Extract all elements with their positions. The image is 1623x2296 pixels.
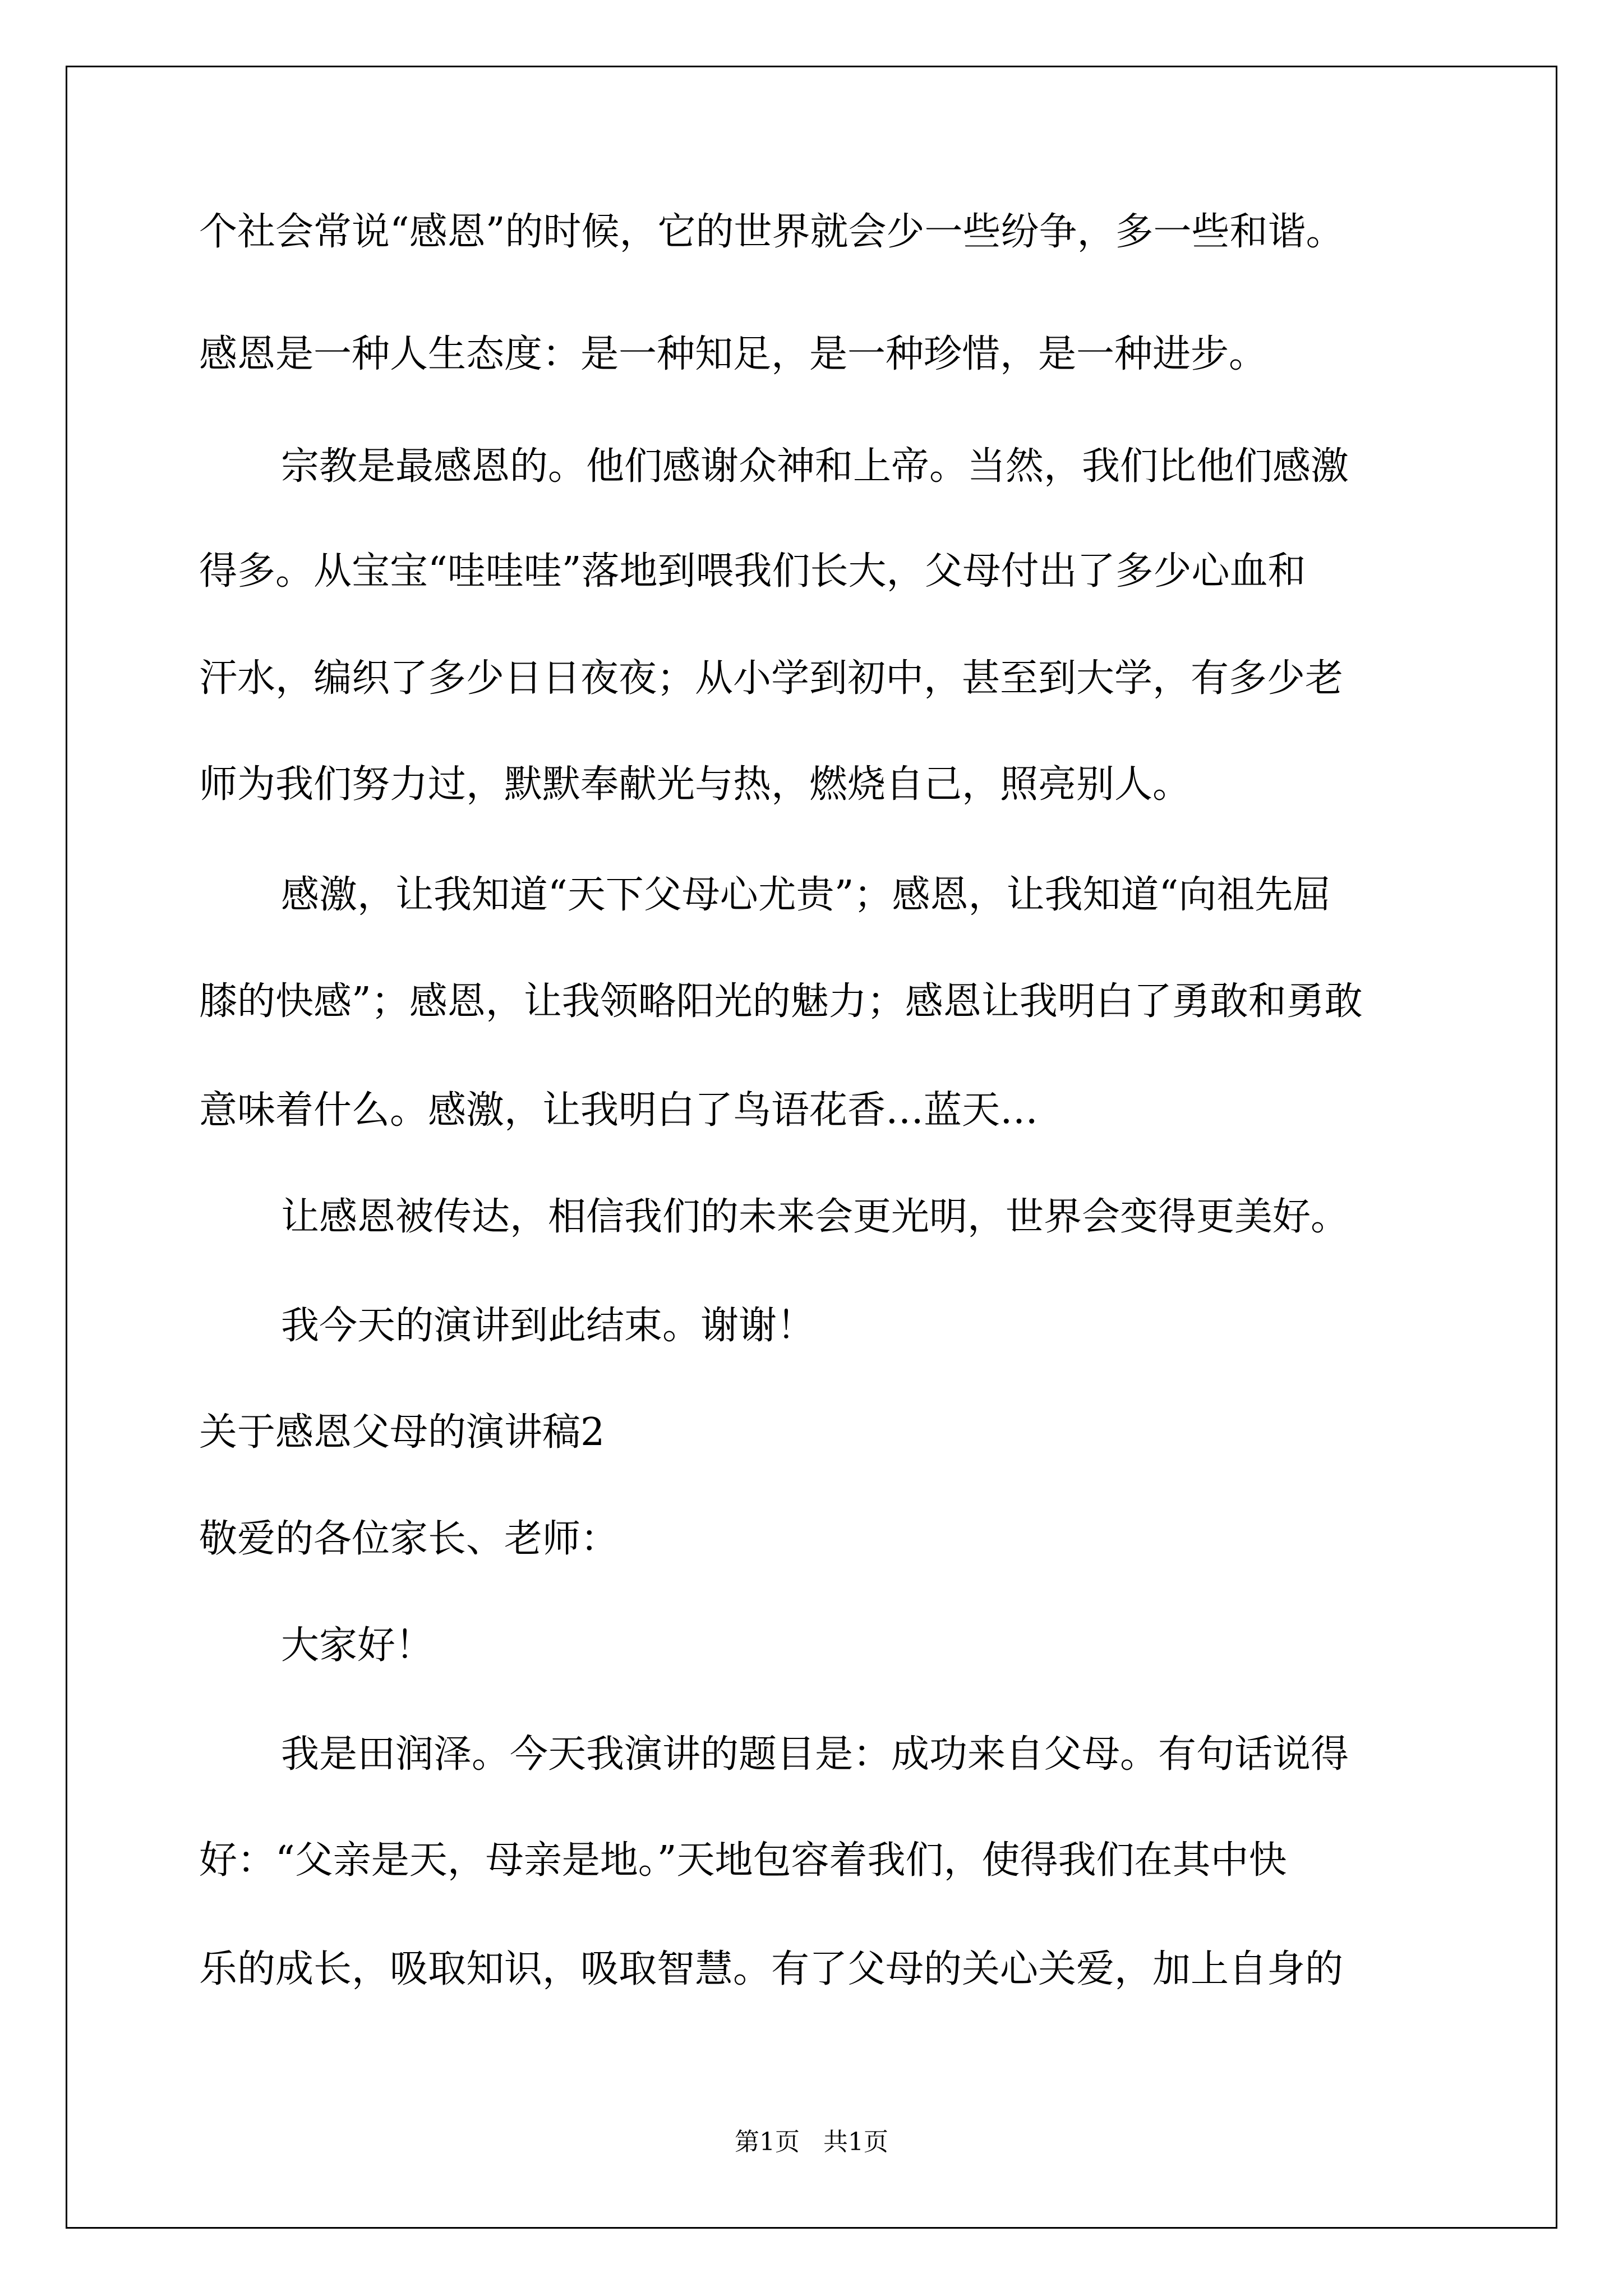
page-footer: 第1页 共1页 bbox=[735, 2128, 888, 2156]
page-border bbox=[66, 66, 1557, 2229]
greeting: 大家好！ bbox=[281, 1623, 434, 1668]
text-line: 乐的成长，吸取知识，吸取智慧。有了父母的关心关爱，加上自身的 bbox=[199, 1947, 1344, 1991]
text-line: 感恩是一种人生态度：是一种知足，是一种珍惜，是一种进步。 bbox=[199, 332, 1267, 376]
paragraph-start-line: 让感恩被传达，相信我们的未来会更光明，世界会变得更美好。 bbox=[281, 1195, 1349, 1239]
paragraph-start-line: 感激，让我知道“天下父母心尤贵”；感恩，让我知道“向祖先屈 bbox=[281, 873, 1331, 917]
text-line: 意味着什么。感激，让我明白了鸟语花香…蓝天… bbox=[199, 1088, 1039, 1133]
salutation: 敬爱的各位家长、老师： bbox=[199, 1517, 619, 1561]
section-heading: 关于感恩父母的演讲稿2 bbox=[199, 1410, 605, 1455]
text-line: 得多。从宝宝“哇哇哇”落地到喂我们长大，父母付出了多少心血和 bbox=[199, 549, 1306, 593]
paragraph-start-line: 我是田润泽。今天我演讲的题目是：成功来自父母。有句话说得 bbox=[281, 1732, 1349, 1777]
paragraph-start-line: 我今天的演讲到此结束。谢谢！ bbox=[281, 1304, 815, 1348]
text-line: 好：“父亲是天，母亲是地。”天地包容着我们，使得我们在其中快 bbox=[199, 1838, 1287, 1883]
text-line: 师为我们努力过，默默奉献光与热，燃烧自己，照亮别人。 bbox=[199, 762, 1191, 807]
text-line: 个社会常说“感恩”的时候，它的世界就会少一些纷争，多一些和谐。 bbox=[199, 210, 1344, 254]
text-line: 汗水，编织了多少日日夜夜；从小学到初中，甚至到大学，有多少老 bbox=[199, 656, 1344, 701]
text-line: 膝的快感”；感恩，让我领略阳光的魅力；感恩让我明白了勇敢和勇敢 bbox=[199, 979, 1363, 1024]
paragraph-start-line: 宗教是最感恩的。他们感谢众神和上帝。当然，我们比他们感激 bbox=[281, 444, 1349, 489]
